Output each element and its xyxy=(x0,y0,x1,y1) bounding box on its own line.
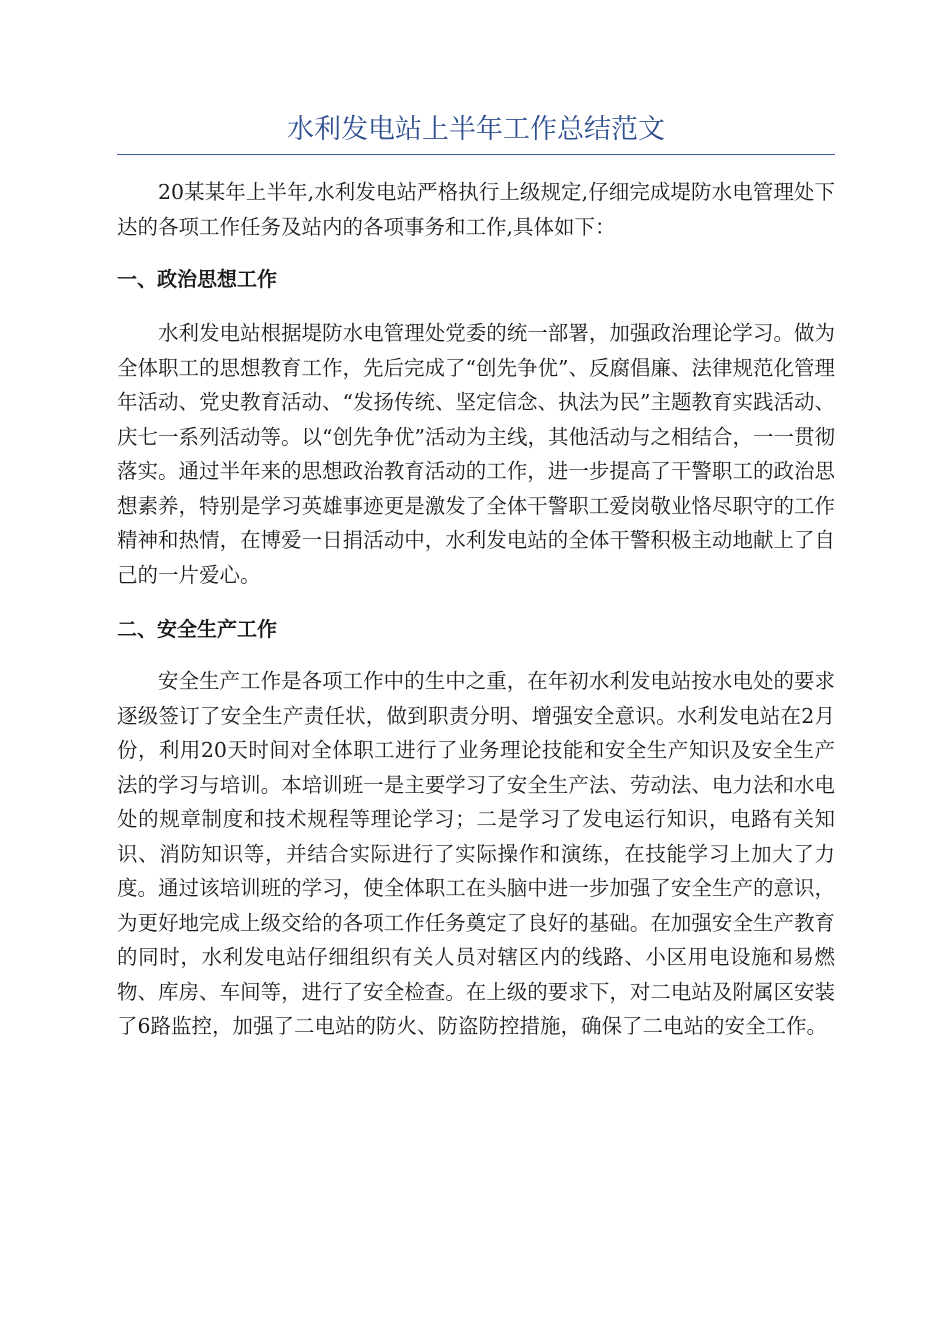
section-body-safety: 安全生产工作是各项工作中的生中之重，在年初水利发电站按水电处的要求逐级签订了安全生产责任状，做到职责分明、增强安全意识。水利发电站在2月份，利用20天时间对全体职工进行了业务理论技能和安全生产知识及安全生产法的学习与培训。本培训班一是主要学习了安全生产法、劳动法、电力法和水电处的规章制度和技术规程等理论学习；二是学习了发电运行知识，电路有关知识、消防知识等，并结合实际进行了实际操作和演练，在技能学习上加大了力度。通过该培训班的学习，使全体职工在头脑中进一步加强了安全生产的意识，为更好地完成上级交给的各项工作任务奠定了良好的基础。在加强安全生产教育的同时，水利发电站仔细组织有关人员对辖区内的线路、小区用电设施和易燃物、库房、车间等，进行了安全检查。在上级的要求下，对二电站及附属区安装了6路监控，加强了二电站的防火、防盗防控措施，确保了二电站的安全工作。 xyxy=(117,669,835,1038)
intro-paragraph: 20某某年上半年,水利发电站严格执行上级规定,仔细完成堤防水电管理处下达的各项工作任务及站内的各项事务和工作,具体如下： xyxy=(117,180,835,239)
title-underline xyxy=(117,154,835,155)
section-heading-political: 一、政治思想工作 xyxy=(117,267,277,291)
document-title: 水利发电站上半年工作总结范文 xyxy=(287,114,665,145)
document-page xyxy=(117,110,835,1044)
section-heading-safety: 二、安全生产工作 xyxy=(117,617,277,641)
section-body-political: 水利发电站根据堤防水电管理处党委的统一部署，加强政治理论学习。做为全体职工的思想教育工作，先后完成了“创先争优”、反腐倡廉、法律规范化管理年活动、党史教育活动、“发扬传统、坚定信念、执法为民”主题教育实践活动、庆七一系列活动等。以“创先争优”活动为主线，其他活动与之相结合，一一贯彻落实。通过半年来的思想政治教育活动的工作，进一步提高了干警职工的政治思想素养，特别是学习英雄事迹更是激发了全体干警职工爱岗敬业恪尽职守的工作精神和热情，在博爱一日捐活动中，水利发电站的全体干警积极主动地献上了自己的一片爱心。 xyxy=(117,321,835,587)
